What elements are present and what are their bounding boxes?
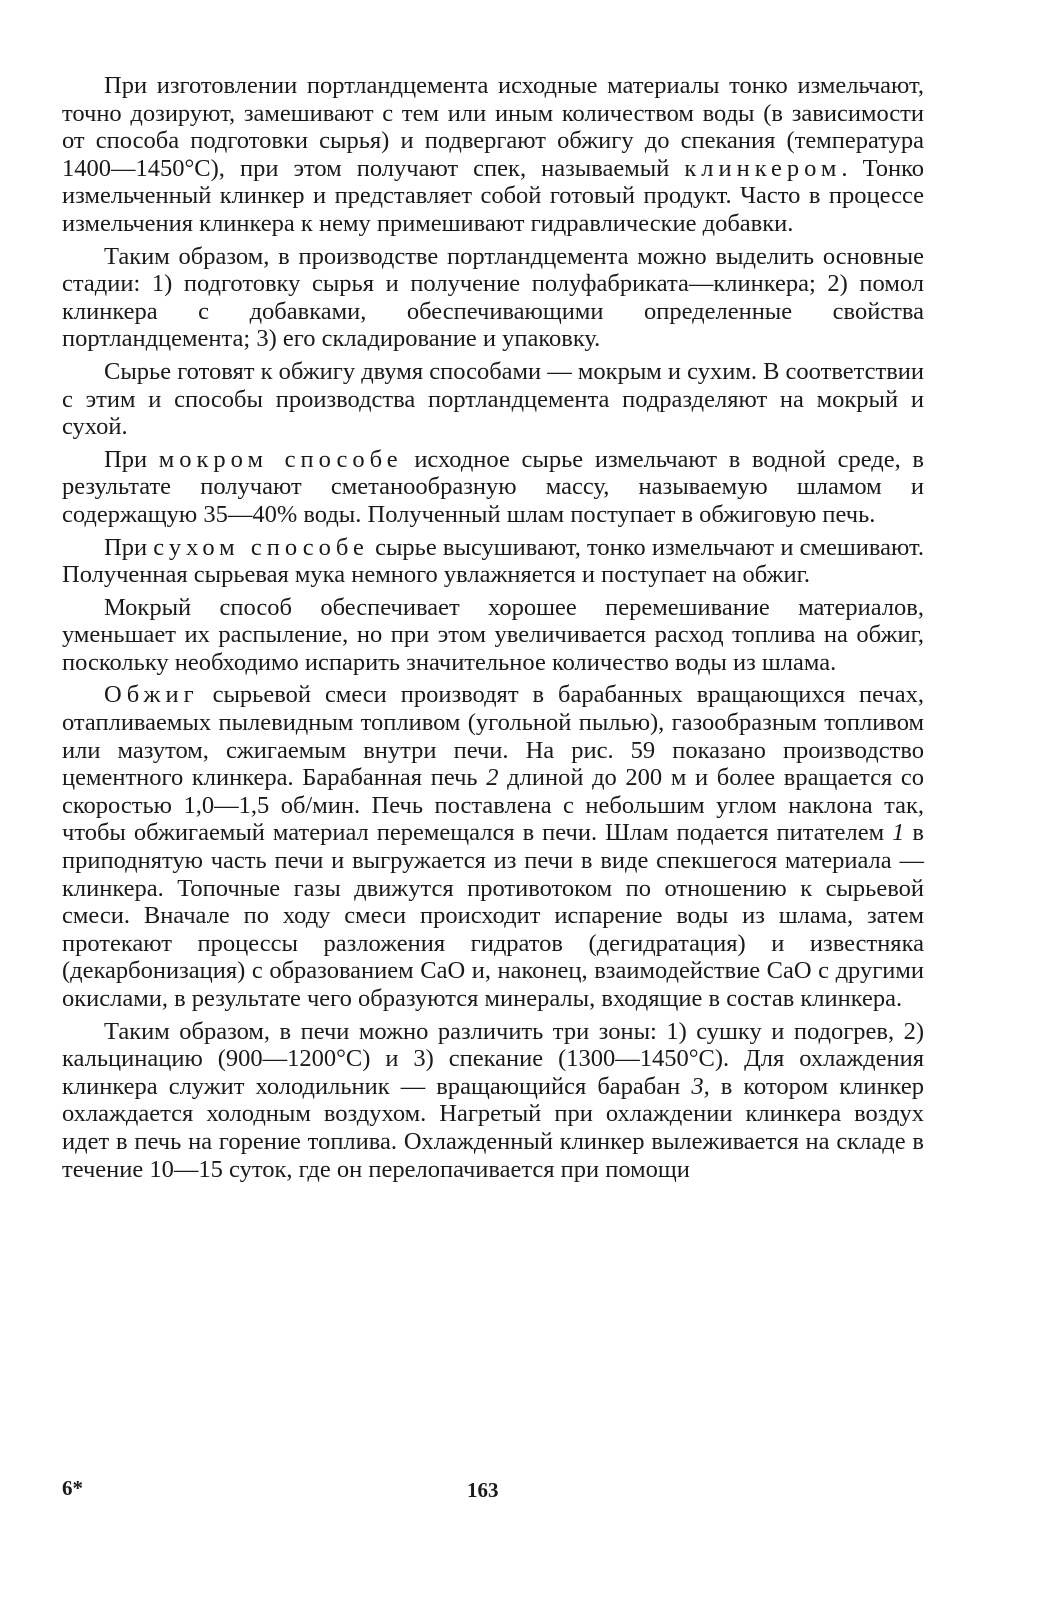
text-run: Таким образом, в печи можно различить три зоны: 1) сушку и подогрев, 2) кальцинацию (900—1200°С) и 3) спекание (1300—1450°С). Для охлаждения клинкера служит холодильник — вращающийся барабан bbox=[62, 1017, 924, 1100]
text-run: сырьевой смеси производят в барабанных вращающихся печах, отапливаемых пылевидным топливом (угольной пылью), газообразным топливом или мазутом, сжигаемым внутри печи. На рис. 59 показано производство цементного клинкера. Барабанная печь bbox=[62, 681, 924, 792]
paragraph bbox=[62, 1018, 924, 1184]
spaced-term: Обжиг bbox=[104, 681, 199, 709]
paragraph bbox=[62, 72, 924, 238]
text-run: Таким образом, в производстве портландцемента можно выделить основные стадии: 1) подготовку сырья и получение полуфабриката—клинкера; 2) помол клинкера с добавками, обеспечивающими определенные свойства портландцемента; 3) его складирование и упаковку. bbox=[62, 242, 924, 353]
figure-ref: 1 bbox=[892, 819, 905, 847]
text-run: Мокрый способ обеспечивает хорошее перемешивание материалов, уменьшает их распыление, но при этом увеличивается расход топлива на обжиг, поскольку необходимо испарить значительное количество воды из шлама. bbox=[62, 593, 924, 676]
text-run: . Тонко измельченный клинкер и представляет собой готовый продукт. Часто в процессе измельчения клинкера к нему примешивают гидравлические добавки. bbox=[62, 154, 924, 237]
text-run: При bbox=[104, 533, 154, 561]
text-run: Сырье готовят к обжигу двумя способами — мокрым и сухим. В соответствии с этим и способы производства портландцемента подразделяют на мокрый и сухой. bbox=[62, 357, 924, 441]
text-run: исходное сырье измельчают в водной среде, в результате получают сметанообразную массу, называемую шламом и содержащую 35—40% воды. Полученный шлам поступает в обжиговую печь. bbox=[62, 445, 924, 528]
figure-ref: 2 bbox=[486, 764, 499, 792]
page-number: 163 bbox=[467, 1478, 499, 1502]
paragraph bbox=[62, 534, 924, 589]
text-run: При bbox=[104, 445, 159, 473]
figure-ref: 3, bbox=[691, 1072, 710, 1100]
page-body bbox=[62, 72, 924, 1188]
text-run: в котором клинкер охлаждается холодным воздухом. Нагретый при охлаждении клинкера воздух идет в печь на горение топлива. Охлажденный клинкер вылеживается на складе в течение 10—15 суток, где он перелопачивается при помощи bbox=[62, 1072, 924, 1183]
text-run: сырье высушивают, тонко измельчают и смешивают. Полученная сырьевая мука немного увлажняется и поступает на обжиг. bbox=[62, 533, 924, 589]
page-footer bbox=[62, 1476, 924, 1506]
paragraph bbox=[62, 681, 924, 1012]
paragraph bbox=[62, 446, 924, 529]
paragraph bbox=[62, 358, 924, 441]
text-run: длиной до 200 м и более вращается со скоростью 1,0—1,5 об/мин. Печь поставлена с небольшим углом наклона так, чтобы обжигаемый материал перемещался в печи. Шлам подается питателем bbox=[62, 764, 924, 847]
text-run: При изготовлении портландцемента исходные материалы тонко измельчают, точно дозируют, замешивают с тем или иным количеством воды (в зависимости от способа подготовки сырья) и подвергают обжигу до спекания (температура 1400—1450°С), при этом получают спек, называемый bbox=[62, 72, 924, 182]
spaced-term: клинкером bbox=[684, 154, 842, 182]
signature-mark: 6* bbox=[62, 1476, 83, 1500]
spaced-term: мокром способе bbox=[158, 445, 403, 473]
text-run: в приподнятую часть печи и выгружается из печи в виде спекшегося материала — клинкера. Топочные газы движутся противотоком по отношению к сырьевой смеси. Вначале по ходу смеси происходит испарение воды из шлама, затем протекают процессы разложения гидратов (дегидратация) и известняка (декарбонизация) с образованием СаО и, наконец, взаимодействие СаО с другими окислами, в результате чего образуются минералы, входящие в состав клинкера. bbox=[62, 819, 924, 1012]
paragraph bbox=[62, 243, 924, 353]
spaced-term: сухом способе bbox=[153, 533, 369, 561]
paragraph bbox=[62, 594, 924, 677]
